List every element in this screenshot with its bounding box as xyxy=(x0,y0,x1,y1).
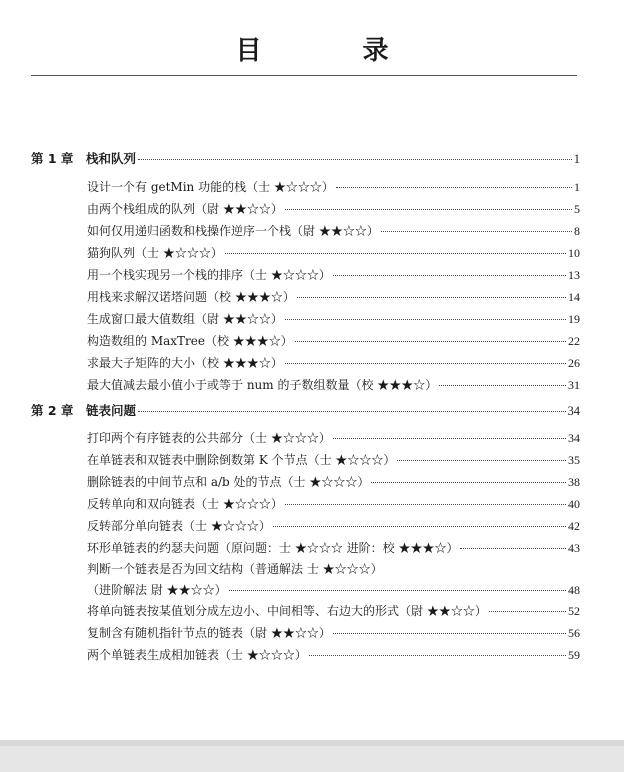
toc-entry[interactable] xyxy=(87,497,580,511)
entry-title: 打印两个有序链表的公共部分（士 ★☆☆☆） xyxy=(87,431,331,445)
toc-entry[interactable] xyxy=(87,378,580,392)
entry-title: 猫狗队列（士 ★☆☆☆） xyxy=(87,246,223,260)
dot-leader xyxy=(336,187,572,188)
page-title: 目 录 xyxy=(235,36,435,66)
toc-entry[interactable] xyxy=(87,583,580,597)
dot-leader xyxy=(297,297,566,298)
dot-leader xyxy=(309,655,566,656)
page-number: 35 xyxy=(568,453,580,467)
dot-leader xyxy=(333,438,566,439)
page-number: 14 xyxy=(568,290,580,304)
page-number: 19 xyxy=(568,312,580,326)
dot-leader xyxy=(273,526,566,527)
entry-title: 将单向链表按某值划分成左边小、中间相等、右边大的形式（尉 ★★☆☆） xyxy=(87,604,487,618)
page-number: 13 xyxy=(568,268,580,282)
toc-entry[interactable] xyxy=(87,648,580,662)
entry-title: 用栈来求解汉诺塔问题（校 ★★★☆） xyxy=(87,290,295,304)
toc-entry[interactable] xyxy=(87,519,580,533)
entry-title: 生成窗口最大值数组（尉 ★★☆☆） xyxy=(87,312,283,326)
dot-leader xyxy=(439,385,566,386)
title-rule xyxy=(31,75,577,76)
toc-entry[interactable] xyxy=(87,541,580,555)
page-number: 40 xyxy=(568,497,580,511)
page-number: 22 xyxy=(568,334,580,348)
dot-leader xyxy=(229,590,566,591)
page-number: 8 xyxy=(574,224,580,238)
page-number: 56 xyxy=(568,626,580,640)
page-number: 26 xyxy=(568,356,580,370)
toc-entry[interactable] xyxy=(87,180,580,194)
dot-leader xyxy=(285,363,566,364)
entry-title: 两个单链表生成相加链表（士 ★☆☆☆） xyxy=(87,648,307,662)
dot-leader xyxy=(138,159,572,160)
entry-title: 设计一个有 getMin 功能的栈（士 ★☆☆☆） xyxy=(87,180,334,194)
toc-entry-line1[interactable]: 判断一个链表是否为回文结构（普通解法 士 ★☆☆☆） xyxy=(87,562,383,576)
dot-leader xyxy=(285,504,566,505)
entry-title: 求最大子矩阵的大小（校 ★★★☆） xyxy=(87,356,283,370)
toc-entry[interactable] xyxy=(87,356,580,370)
page-number: 34 xyxy=(568,431,580,445)
dot-leader xyxy=(371,482,566,483)
page-number: 31 xyxy=(568,378,580,392)
entry-title: 由两个栈组成的队列（尉 ★★☆☆） xyxy=(87,202,283,216)
entry-title: 如何仅用递归函数和栈操作逆序一个栈（尉 ★★☆☆） xyxy=(87,224,379,238)
page-number: 10 xyxy=(568,246,580,260)
chapter-2-entry[interactable] xyxy=(31,404,580,418)
next-page-edge xyxy=(0,746,624,772)
viewer-bottom-bar xyxy=(0,740,624,772)
entry-title: 用一个栈实现另一个栈的排序（士 ★☆☆☆） xyxy=(87,268,331,282)
page-number: 38 xyxy=(568,475,580,489)
dot-leader xyxy=(333,275,566,276)
chapter-1-entry[interactable] xyxy=(31,152,580,166)
dot-leader xyxy=(381,231,572,232)
page-number: 34 xyxy=(567,404,580,418)
page-number: 1 xyxy=(573,152,580,166)
toc-entry[interactable] xyxy=(87,475,580,489)
toc-entry[interactable] xyxy=(87,290,580,304)
toc-entry[interactable] xyxy=(87,431,580,445)
dot-leader xyxy=(138,411,565,412)
toc-entry[interactable] xyxy=(87,604,580,618)
toc-entry[interactable] xyxy=(87,626,580,640)
toc-entry[interactable] xyxy=(87,246,580,260)
entry-title: 删除链表的中间节点和 a/b 处的节点（士 ★☆☆☆） xyxy=(87,475,370,489)
toc-entry[interactable] xyxy=(87,312,580,326)
entry-title: 在单链表和双链表中删除倒数第 K 个节点（士 ★☆☆☆） xyxy=(87,453,396,467)
page-number: 5 xyxy=(574,202,580,216)
toc-entry[interactable] xyxy=(87,334,580,348)
page-number: 1 xyxy=(574,180,580,194)
dot-leader xyxy=(285,319,566,320)
chapter-number: 第 1 章 xyxy=(31,151,74,166)
dot-leader xyxy=(225,253,566,254)
page-number: 59 xyxy=(568,648,580,662)
entry-title: 复制含有随机指针节点的链表（尉 ★★☆☆） xyxy=(87,626,331,640)
chapter-number: 第 2 章 xyxy=(31,403,74,418)
dot-leader xyxy=(489,611,566,612)
entry-title: （进阶解法 尉 ★★☆☆） xyxy=(87,583,227,597)
toc-entry[interactable] xyxy=(87,224,580,238)
chapter-title: 链表问题 xyxy=(86,403,137,418)
chapter-title: 栈和队列 xyxy=(86,151,137,166)
page-number: 43 xyxy=(568,541,580,555)
entry-title: 反转单向和双向链表（士 ★☆☆☆） xyxy=(87,497,283,511)
page-number: 42 xyxy=(568,519,580,533)
dot-leader xyxy=(460,548,566,549)
entry-title: 环形单链表的约瑟夫问题（原问题：士 ★☆☆☆ 进阶：校 ★★★☆） xyxy=(87,541,459,555)
dot-leader xyxy=(397,460,566,461)
toc-entry[interactable] xyxy=(87,202,580,216)
page-number: 52 xyxy=(568,604,580,618)
dot-leader xyxy=(285,209,572,210)
entry-title: 最大值减去最小值小于或等于 num 的子数组数量（校 ★★★☆） xyxy=(87,378,438,392)
dot-leader xyxy=(295,341,566,342)
entry-title: 构造数组的 MaxTree（校 ★★★☆） xyxy=(87,334,293,348)
page-number: 48 xyxy=(568,583,580,597)
toc-entry[interactable] xyxy=(87,453,580,467)
entry-title: 反转部分单向链表（士 ★☆☆☆） xyxy=(87,519,271,533)
toc-entry[interactable] xyxy=(87,268,580,282)
dot-leader xyxy=(333,633,566,634)
